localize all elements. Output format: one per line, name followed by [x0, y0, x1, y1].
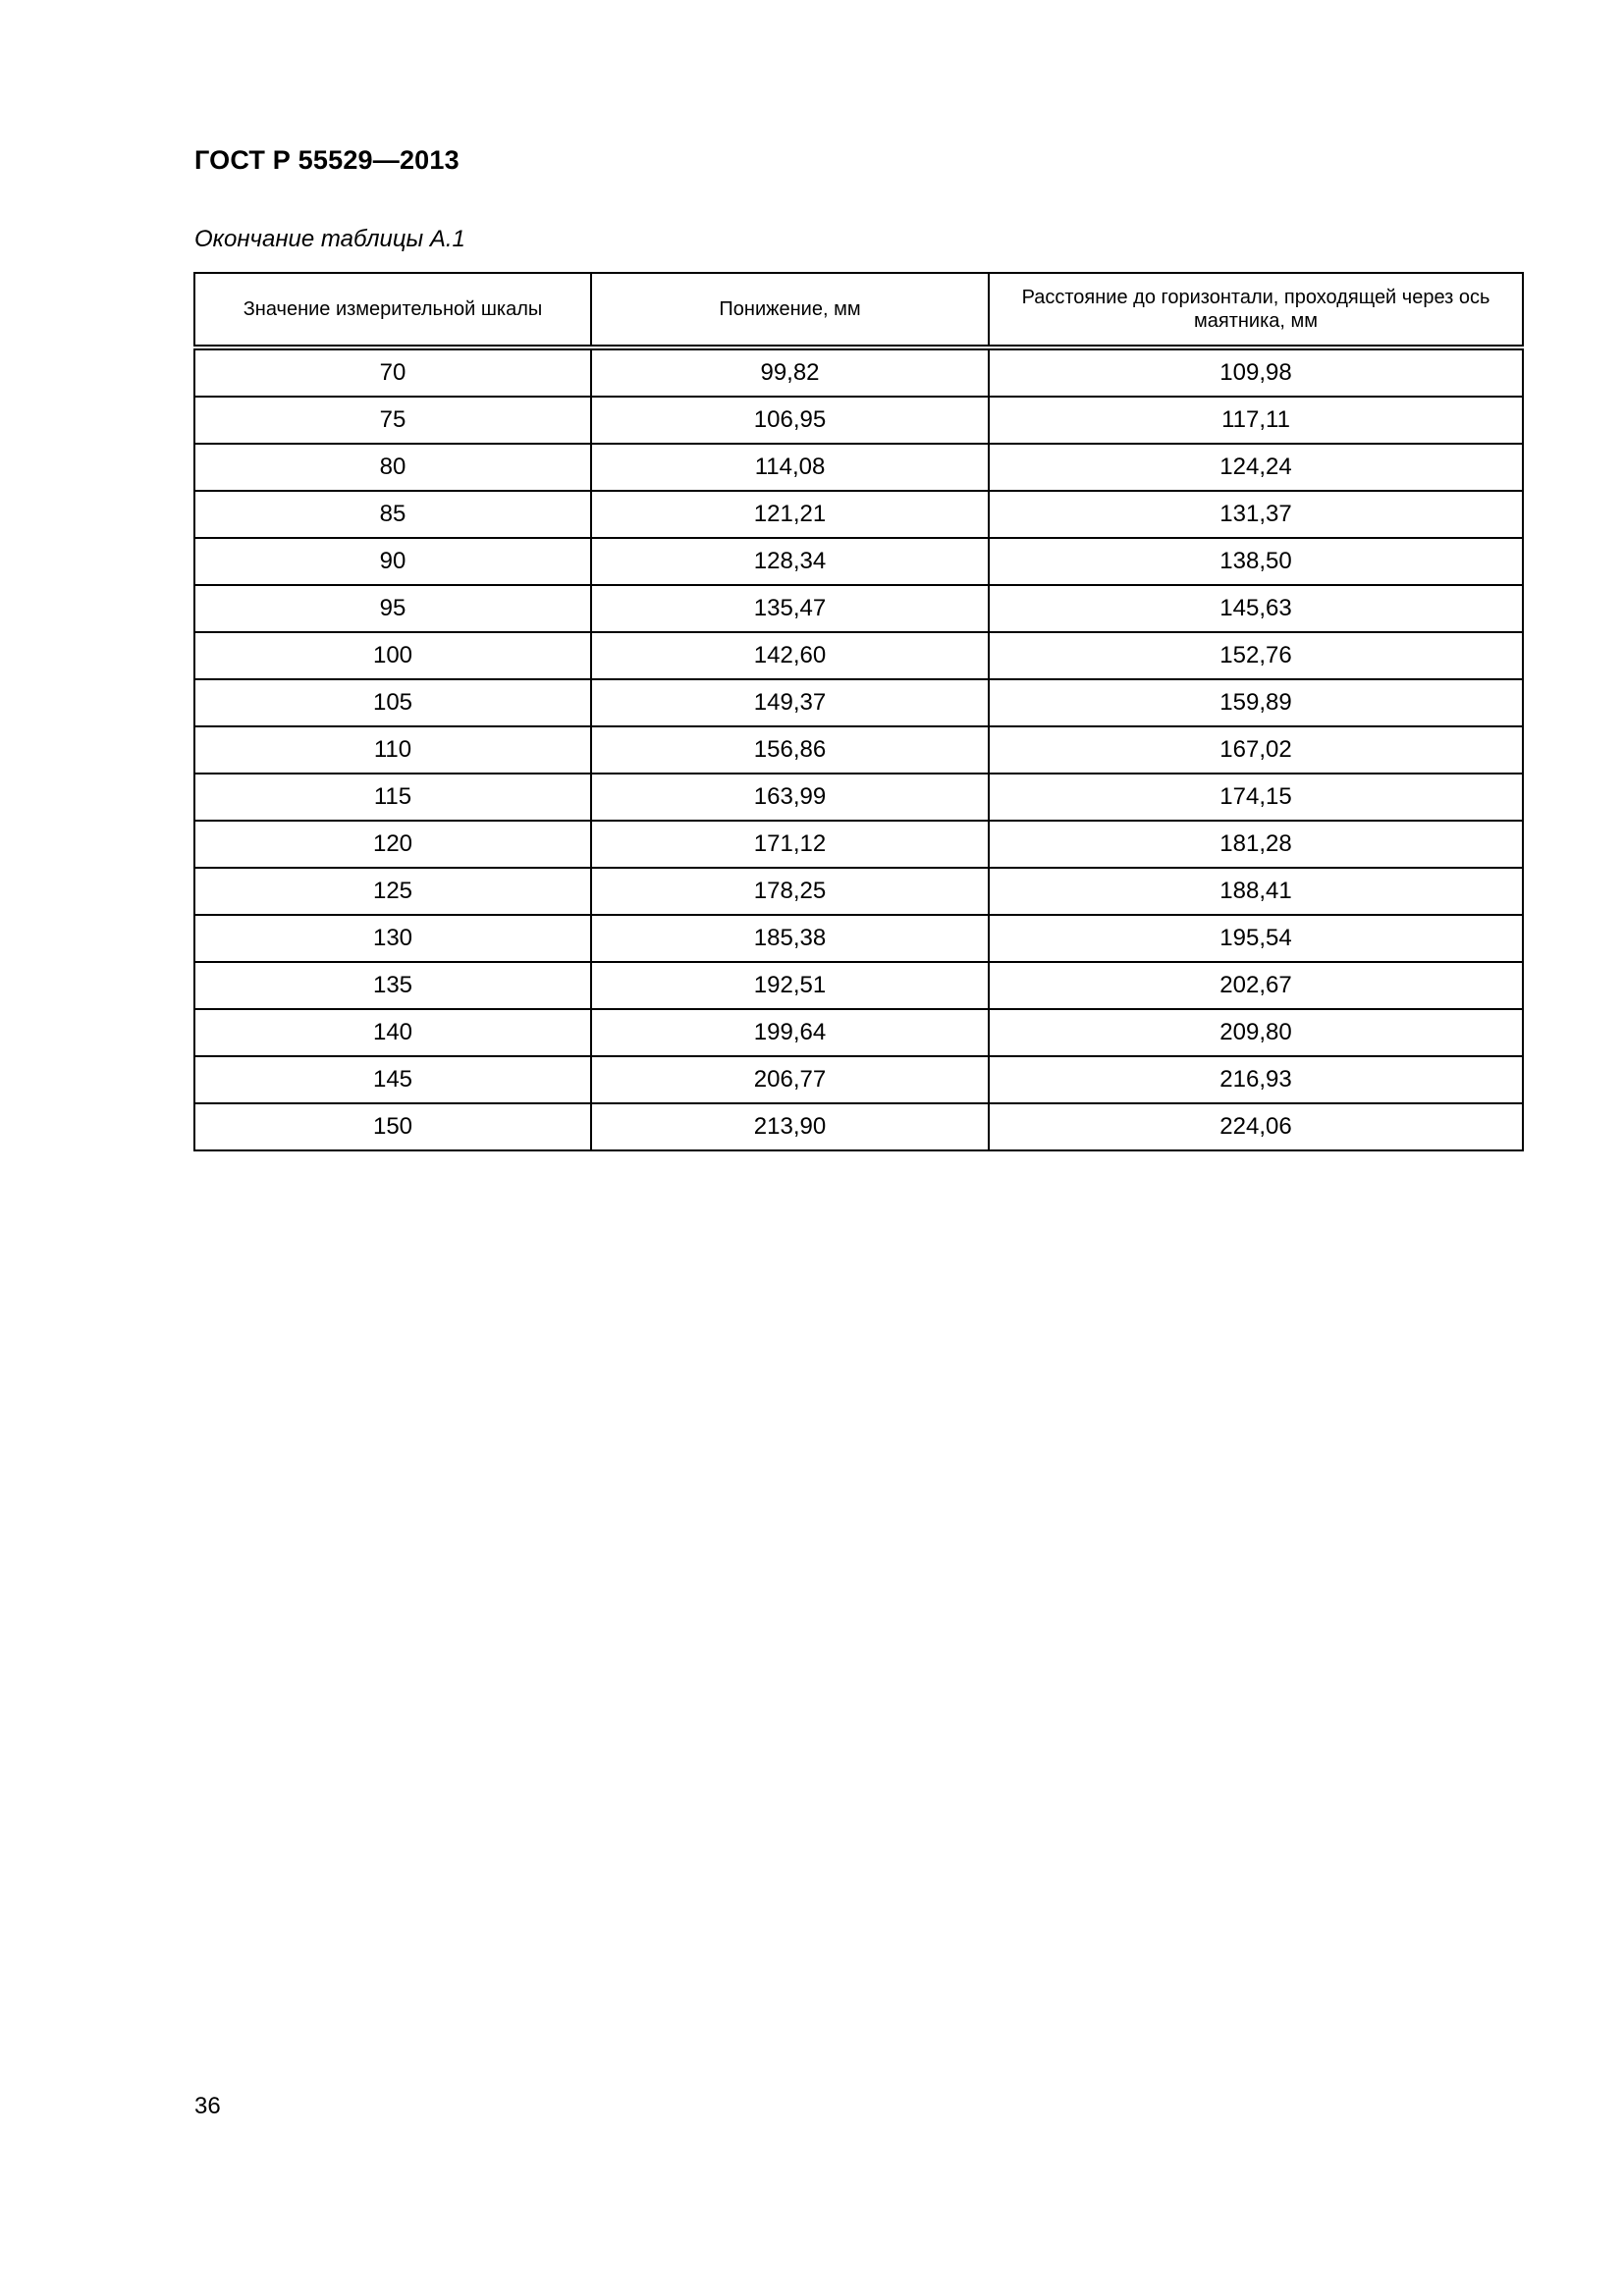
- table-row: [194, 726, 1523, 774]
- cell-lowering: 114,08: [591, 444, 989, 491]
- cell-scale-value: 85: [194, 491, 591, 538]
- cell-lowering: 121,21: [591, 491, 989, 538]
- table-caption: Окончание таблицы А.1: [194, 226, 465, 252]
- cell-scale-value: 90: [194, 538, 591, 585]
- table-row: [194, 679, 1523, 726]
- cell-lowering: 142,60: [591, 632, 989, 679]
- cell-scale-value: 80: [194, 444, 591, 491]
- cell-scale-value: 110: [194, 726, 591, 774]
- cell-scale-value: 125: [194, 868, 591, 915]
- table-row: [194, 444, 1523, 491]
- table-row: [194, 397, 1523, 444]
- table-row: [194, 538, 1523, 585]
- cell-lowering: 213,90: [591, 1103, 989, 1150]
- cell-scale-value: 115: [194, 774, 591, 821]
- cell-lowering: 192,51: [591, 962, 989, 1009]
- table-row: [194, 1009, 1523, 1056]
- cell-distance: 174,15: [989, 774, 1523, 821]
- cell-lowering: 128,34: [591, 538, 989, 585]
- cell-distance: 216,93: [989, 1056, 1523, 1103]
- cell-lowering: 185,38: [591, 915, 989, 962]
- cell-scale-value: 105: [194, 679, 591, 726]
- cell-lowering: 106,95: [591, 397, 989, 444]
- cell-distance: 117,11: [989, 397, 1523, 444]
- table-row: [194, 774, 1523, 821]
- cell-lowering: 206,77: [591, 1056, 989, 1103]
- column-header-scale-value: Значение измерительной шкалы: [194, 273, 591, 347]
- cell-lowering: 156,86: [591, 726, 989, 774]
- cell-lowering: 135,47: [591, 585, 989, 632]
- cell-lowering: 163,99: [591, 774, 989, 821]
- cell-scale-value: 100: [194, 632, 591, 679]
- table-row: [194, 491, 1523, 538]
- data-table: [193, 272, 1524, 1151]
- table-row: [194, 821, 1523, 868]
- cell-scale-value: 135: [194, 962, 591, 1009]
- table-row: [194, 1103, 1523, 1150]
- table-row: [194, 868, 1523, 915]
- cell-scale-value: 140: [194, 1009, 591, 1056]
- cell-distance: 195,54: [989, 915, 1523, 962]
- cell-lowering: 171,12: [591, 821, 989, 868]
- table-row: [194, 632, 1523, 679]
- cell-scale-value: 120: [194, 821, 591, 868]
- cell-scale-value: 145: [194, 1056, 591, 1103]
- cell-scale-value: 70: [194, 347, 591, 397]
- cell-distance: 209,80: [989, 1009, 1523, 1056]
- cell-distance: 131,37: [989, 491, 1523, 538]
- cell-distance: 145,63: [989, 585, 1523, 632]
- cell-distance: 188,41: [989, 868, 1523, 915]
- cell-scale-value: 150: [194, 1103, 591, 1150]
- cell-scale-value: 95: [194, 585, 591, 632]
- cell-distance: 159,89: [989, 679, 1523, 726]
- column-header-distance: Расстояние до горизонтали, проходящей через ось маятника, мм: [989, 273, 1523, 347]
- table-row: [194, 585, 1523, 632]
- cell-lowering: 199,64: [591, 1009, 989, 1056]
- cell-distance: 109,98: [989, 347, 1523, 397]
- cell-distance: 181,28: [989, 821, 1523, 868]
- cell-lowering: 178,25: [591, 868, 989, 915]
- cell-distance: 152,76: [989, 632, 1523, 679]
- document-code: ГОСТ Р 55529—2013: [194, 145, 460, 175]
- cell-distance: 138,50: [989, 538, 1523, 585]
- page-number: 36: [194, 2093, 221, 2119]
- table-row: [194, 962, 1523, 1009]
- cell-distance: 167,02: [989, 726, 1523, 774]
- table-row: [194, 915, 1523, 962]
- cell-distance: 124,24: [989, 444, 1523, 491]
- table-body: [194, 347, 1523, 1150]
- cell-scale-value: 130: [194, 915, 591, 962]
- cell-lowering: 99,82: [591, 347, 989, 397]
- cell-distance: 202,67: [989, 962, 1523, 1009]
- table-row: [194, 1056, 1523, 1103]
- cell-lowering: 149,37: [591, 679, 989, 726]
- cell-distance: 224,06: [989, 1103, 1523, 1150]
- table-row: [194, 347, 1523, 397]
- cell-scale-value: 75: [194, 397, 591, 444]
- column-header-lowering: Понижение, мм: [591, 273, 989, 347]
- table-header-row: [194, 273, 1523, 347]
- table-header: [194, 273, 1523, 347]
